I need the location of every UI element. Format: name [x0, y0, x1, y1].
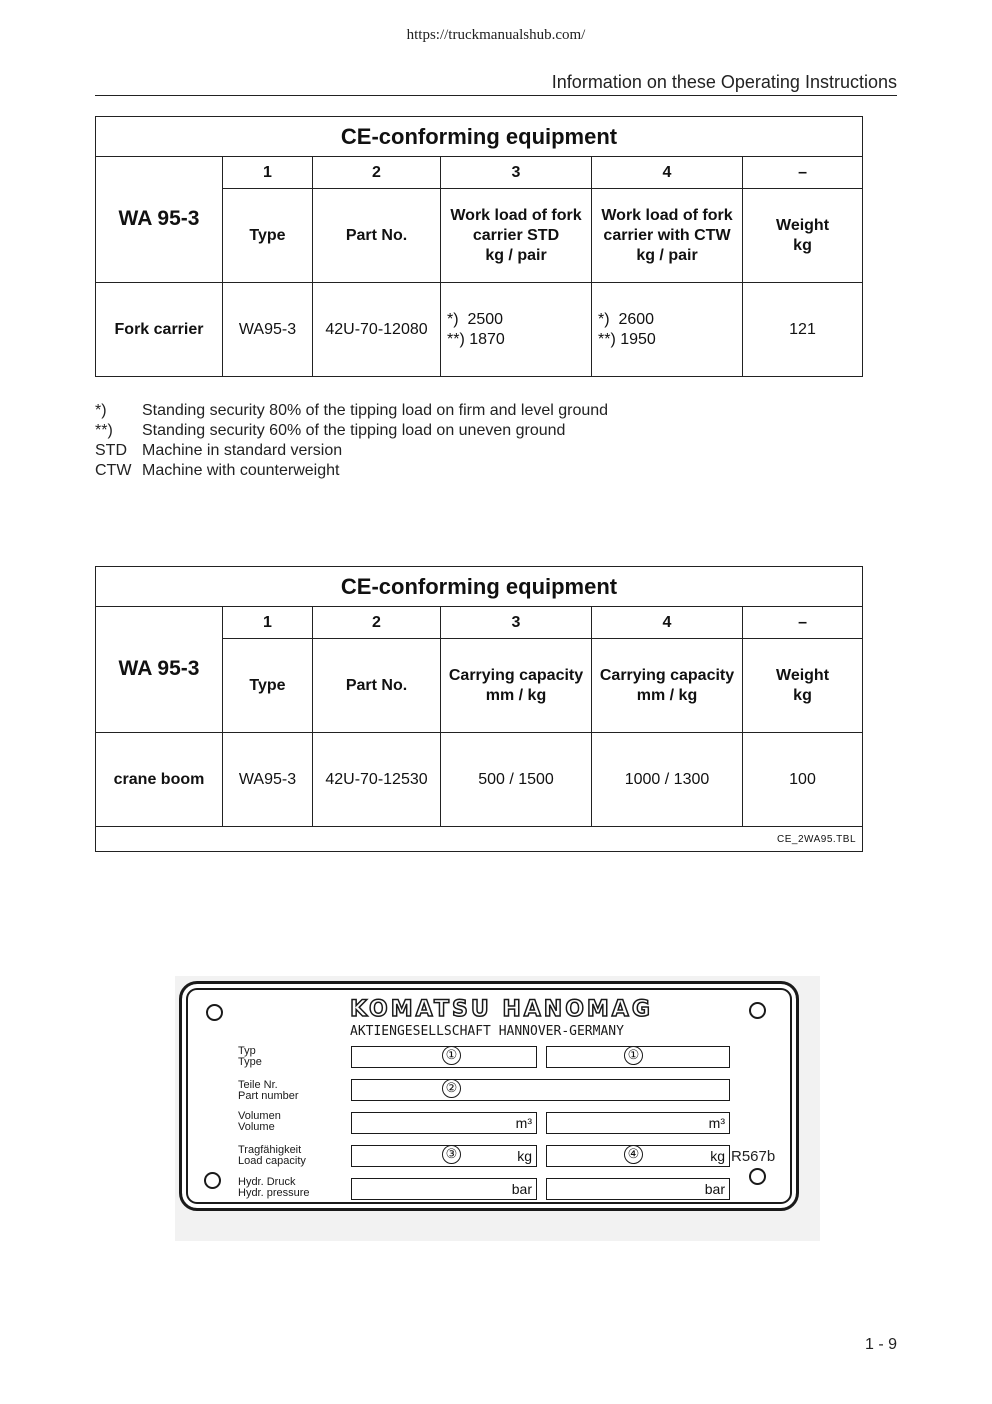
plate-field-pressure-2: bar	[546, 1178, 730, 1200]
table-file-id: CE_2WA95.TBL	[96, 827, 863, 852]
header-type: Type	[223, 639, 313, 733]
cell-carrying-capacity-2: 1000 / 1300	[592, 733, 743, 827]
cell-part-no: 42U-70-12530	[313, 733, 441, 827]
mounting-hole-icon	[206, 1004, 223, 1021]
mounting-hole-icon	[749, 1002, 766, 1019]
header-work-load-ctw: Work load of fork carrier with CTW kg / pair	[592, 189, 743, 283]
cell-work-load-ctw: *) 2600 **) 1950	[592, 283, 743, 377]
plate-label-hydr-pressure: Hydr. Druck Hydr. pressure	[238, 1176, 310, 1199]
header-part-no: Part No.	[313, 189, 441, 283]
table-title: CE-conforming equipment	[96, 117, 863, 157]
plate-field-load-1: ③ kg	[351, 1145, 537, 1167]
row-label: Fork carrier	[96, 283, 223, 377]
col-number: 2	[313, 157, 441, 189]
type-plate	[179, 981, 799, 1211]
brand-logo: KOMATSU HANOMAG	[350, 997, 653, 1022]
header-part-no: Part No.	[313, 639, 441, 733]
footnotes	[95, 401, 608, 481]
col-number: 4	[592, 157, 743, 189]
cell-weight: 121	[743, 283, 863, 377]
figure-id: R567b	[731, 1148, 776, 1165]
header-type: Type	[223, 189, 313, 283]
header-carrying-capacity: Carrying capacity mm / kg	[441, 639, 592, 733]
col-number: 4	[592, 607, 743, 639]
type-plate-figure	[175, 976, 820, 1241]
ce-equipment-table-fork-carrier	[95, 116, 863, 377]
company-name: AKTIENGESELLSCHAFT HANNOVER-GERMANY	[350, 1024, 624, 1039]
mounting-hole-icon	[204, 1172, 221, 1189]
model-cell: WA 95-3	[96, 157, 223, 283]
source-url: https://truckmanualshub.com/	[406, 27, 586, 43]
col-number: 3	[441, 157, 592, 189]
col-number: 1	[223, 157, 313, 189]
footnote: **) Standing security 60% of the tipping load on uneven ground	[95, 422, 566, 439]
header-carrying-capacity: Carrying capacity mm / kg	[592, 639, 743, 733]
cell-work-load-std: *) 2500 **) 1870	[441, 283, 592, 377]
table-title: CE-conforming equipment	[96, 567, 863, 607]
footnote: CTW Machine with counterweight	[95, 462, 340, 479]
plate-field-volume-1: m³	[351, 1112, 537, 1134]
row-label: crane boom	[96, 733, 223, 827]
col-number: 3	[441, 607, 592, 639]
plate-field-type-2: ①	[546, 1046, 730, 1068]
cell-part-no: 42U-70-12080	[313, 283, 441, 377]
plate-field-volume-2: m³	[546, 1112, 730, 1134]
plate-label-volume: Volumen Volume	[238, 1110, 281, 1133]
model-cell: WA 95-3	[96, 607, 223, 733]
page-header: Information on these Operating Instructions	[95, 72, 897, 96]
mounting-hole-icon	[749, 1168, 766, 1185]
cell-carrying-capacity-1: 500 / 1500	[441, 733, 592, 827]
col-number: –	[743, 607, 863, 639]
header-weight: Weight kg	[743, 189, 863, 283]
page-number: 1 - 9	[864, 1336, 897, 1353]
footnote: STD Machine in standard version	[95, 442, 343, 459]
plate-field-part-number: ②	[351, 1079, 730, 1101]
col-number: 2	[313, 607, 441, 639]
header-weight: Weight kg	[743, 639, 863, 733]
plate-field-pressure-1: bar	[351, 1178, 537, 1200]
cell-weight: 100	[743, 733, 863, 827]
footnote: *) Standing security 80% of the tipping load on firm and level ground	[95, 402, 609, 419]
cell-type: WA95-3	[223, 283, 313, 377]
plate-label-load-capacity: Tragfähigkeit Load capacity	[238, 1144, 306, 1167]
col-number: 1	[223, 607, 313, 639]
plate-field-type-1: ①	[351, 1046, 537, 1068]
cell-type: WA95-3	[223, 733, 313, 827]
plate-field-load-2: ④ kg	[546, 1145, 730, 1167]
ce-equipment-table-crane-boom	[95, 566, 863, 852]
plate-label-type: Typ Type	[238, 1045, 262, 1068]
header-work-load-std: Work load of fork carrier STD kg / pair	[441, 189, 592, 283]
col-number: –	[743, 157, 863, 189]
plate-label-part-number: Teile Nr. Part number	[238, 1079, 299, 1102]
